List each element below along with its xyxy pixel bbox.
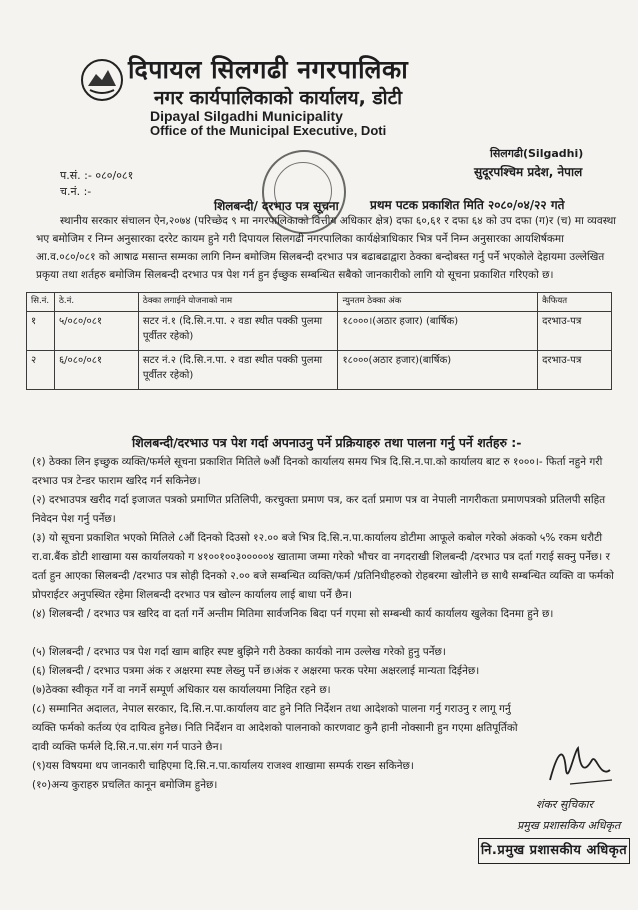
signatory-name: शंकर सुचिकार (536, 798, 593, 811)
cell-sn: १ (27, 312, 55, 351)
signature-icon (540, 740, 618, 792)
publish-date: प्रथम पटक प्रकाशित मिति २०८०/०४/२२ गते (370, 198, 565, 212)
place-name: सिलगढी(Silgadhi) (490, 147, 584, 160)
table-row (27, 312, 612, 351)
column-header: कैफियत (538, 293, 612, 312)
office-title-english: Office of the Municipal Executive, Doti (150, 123, 387, 138)
condition-item: (४) शिलबन्दी / दरभाउ पत्र खरिद वा दर्ता गर्ने अन्तीम मितिमा सार्वजनिक बिदा पर्न गएमा सो सम्बन्धी कार्य कार्यालय खुलेका दिनमा हुने छ। (32, 608, 554, 620)
reference-number: प.सं. :- ०८०/०८१ (60, 169, 134, 182)
table-header-row (27, 293, 612, 312)
cell-project-name: सटर नं.१ (दि.सि.न.पा. २ वडा स्थीत पक्की पुलमा पूर्वीतर रहेको) (138, 312, 338, 351)
tender-table (26, 292, 612, 390)
condition-item: (६) शिलबन्दी / दरभाउ पत्रमा अंक र अक्षरमा स्पष्ट लेख्नु पर्ने छ।अंक र अक्षरमा फरक परेमा अक्षरलाई मान्यता दिईनेछ। (32, 665, 480, 677)
cell-contract-no: ५/०८०/०८१ (54, 312, 138, 351)
condition-item: (८) सम्मानित अदालत, नेपाल सरकार, दि.सि.न.पा.कार्यालय वाट हुने निति निर्देशन तथा आदेशको पालना गर्नु गराउनु र लागू गर्नु व्यक्ति फर्मको कर्तव्य एंव दायित्व हुनेछ। निति निर्देशन वा आदेशको पालनाको कारणवाट कुनै हानी नोक्सानी हुन गएमा क्षतिपूर्तिको दावी व्यक्ति फर्मले दि.सि.न.पा.संग गर्न पाउने छैन। (32, 703, 518, 753)
cell-project-name: सटर नं.२ (दि.सि.न.पा. २ वडा स्थीत पक्की पुलमा पूर्वीतर रहेको) (138, 351, 338, 390)
notice-subject: शिलबन्दी/ दरभाउ पत्र सूचना (214, 199, 339, 213)
municipality-title-english: Dipayal Silgadhi Municipality (150, 108, 343, 124)
cell-sn: २ (27, 351, 55, 390)
condition-item: (७)ठेक्का स्वीकृत गर्ने वा नगर्ने सम्पूर्ण अधिकार यस कार्यालयमा निहित रहने छ। (32, 684, 331, 696)
signatory-title: प्रमुख प्रशासकिय अधिकृत (517, 819, 621, 832)
cell-contract-no: ६/०८०/०८१ (54, 351, 138, 390)
column-header: ठेक्का लगाईने योजनाको नाम (138, 293, 338, 312)
dispatch-number: च.नं. :- (60, 185, 92, 198)
designation-stamp: नि.प्रमुख प्रशासकीय अधिकृत (478, 838, 630, 864)
condition-item: (१) ठेक्का लिन इच्छुक व्यक्ति/फर्मले सूचना प्रकाशित मितिले ७औं दिनको कार्यालय समय भित्र दि.सि.न.पा.को कार्यालय बाट रु १०००।- फिर्ता नहुने गरी दरभाउ पत्र टेन्डर फाराम खरिद गर्न सकिनेछ। (32, 456, 603, 487)
column-header: सि.नं. (27, 293, 55, 312)
condition-item: (३) यो सूचना प्रकाशित भएको मितिले ८औं दिनको दिउसो १२.०० बजे भित्र दि.सि.न.पा.कार्यालय डोटीमा आफूले कबोल गरेको अंकको ५% रकम धरौटी रा.वा.बैंक डोटी शाखामा यस कार्यालयको ग ४१००१००३०००००४ खातामा जम्मा गरेको भौचर वा नगदराखी शिलबन्दी /दरभाउ पत्र दर्ता गराई सक्नु पर्नेछ। र दर्ता हुन आएका सिलबन्दी /दरभाउ पत्र सोही दिनको २.०० बजे सम्बन्धित व्यक्ति/फर्म /प्रतिनिधीहरुको रोहबरमा खोलीने छ साथै सम्बन्धित व्यक्ति वा फर्मको प्रोपराईटर अनुपस्थित रहेमा शिलबन्दी दरभाउ पत्र खोल्न कार्यालय लाई बाधा पर्ने छैन। (32, 532, 614, 601)
conditions-title: शिलबन्दी/दरभाउ पत्र पेश गर्दा अपनाउनु पर्ने प्रक्रियाहरु तथा पालना गर्नु पर्ने शर्तहरु :- (132, 435, 522, 450)
cell-remark: दरभाउ-पत्र (538, 351, 612, 390)
intro-paragraph: स्थानीय सरकार संचालन ऐन,२०७४ (परिच्छेद ९ मा नगरपालिकाको वित्तीय अधिकार क्षेत्र) दफा ६०,६१ र दफा ६४ को उप दफा (ग)र (च) मा व्यवस्था भए बमोजिम र निम्न अनुसारका दररेट कायम हुने गरी दिपायल सिलगढी नगरपालिका कार्यक्षेत्राधिकार भित्र पर्ने निम्न अनुसारका आयशिर्षकमा आ.व.०८०/०८१ को आषाढ मसान्त सम्मका लागि निम्न बमोजिम सिलबन्दी दरभाउ पत्र बढाबढाद्वारा ठेक्का बन्दोबस्त गर्नु पर्ने भएकोले देहायमा उल्लेखित प्रकृया तथा शर्तहरु बमोजिम सिलबन्दी दरभाउ पत्र पेश गर्न हुन ईच्छुक सम्बन्धित सबैको जानकारीको लागि यो सूचना प्रकाशित गरिएको छ। (36, 215, 617, 281)
province-name: सुदूरपश्चिम प्रदेश, नेपाल (474, 165, 583, 179)
cell-amount: १८०००।(अठार हजार) (बार्षिक) (338, 312, 538, 351)
municipality-title-nepali: दिपायल सिलगढी नगरपालिका (128, 55, 409, 84)
column-header: ठे.नं. (54, 293, 138, 312)
cell-amount: १८०००(अठार हजार)(बार्षिक) (338, 351, 538, 390)
cell-remark: दरभाउ-पत्र (538, 312, 612, 351)
municipality-logo-icon (80, 58, 124, 102)
condition-item: (१०)अन्य कुराहरु प्रचलित कानून बमोजिम हुनेछ। (32, 779, 218, 791)
condition-item: (२) दरभाउपत्र खरीद गर्दा इजाजत पत्रको प्रमाणित प्रतिलिपी, करचुक्ता प्रमाण पत्र, कर दर्ता प्रमाण पत्र वा नेपाली नागरीकता प्रमाणपत्रको प्रतिलपी सहित निवेदन पेश गर्नु पर्नेछ। (32, 494, 606, 525)
table-row (27, 351, 612, 390)
office-title-nepali: नगर कार्यपालिकाको कार्यालय, डोटी (154, 87, 403, 109)
condition-item: (५) शिलबन्दी / दरभाउ पत्र पेश गर्दा खाम बाहिर स्पष्ट बुझिने गरी ठेक्का कार्यको नाम उल्लेख गरेको हुनु पर्नेछ। (32, 646, 446, 658)
column-header: न्युनतम ठेक्का अंक (338, 293, 538, 312)
condition-item: (९)यस विषयमा थप जानकारी चाहिएमा दि.सि.न.पा.कार्यालय राजश्व शाखामा सम्पर्क राख्न सकिनेछ। (32, 760, 414, 772)
